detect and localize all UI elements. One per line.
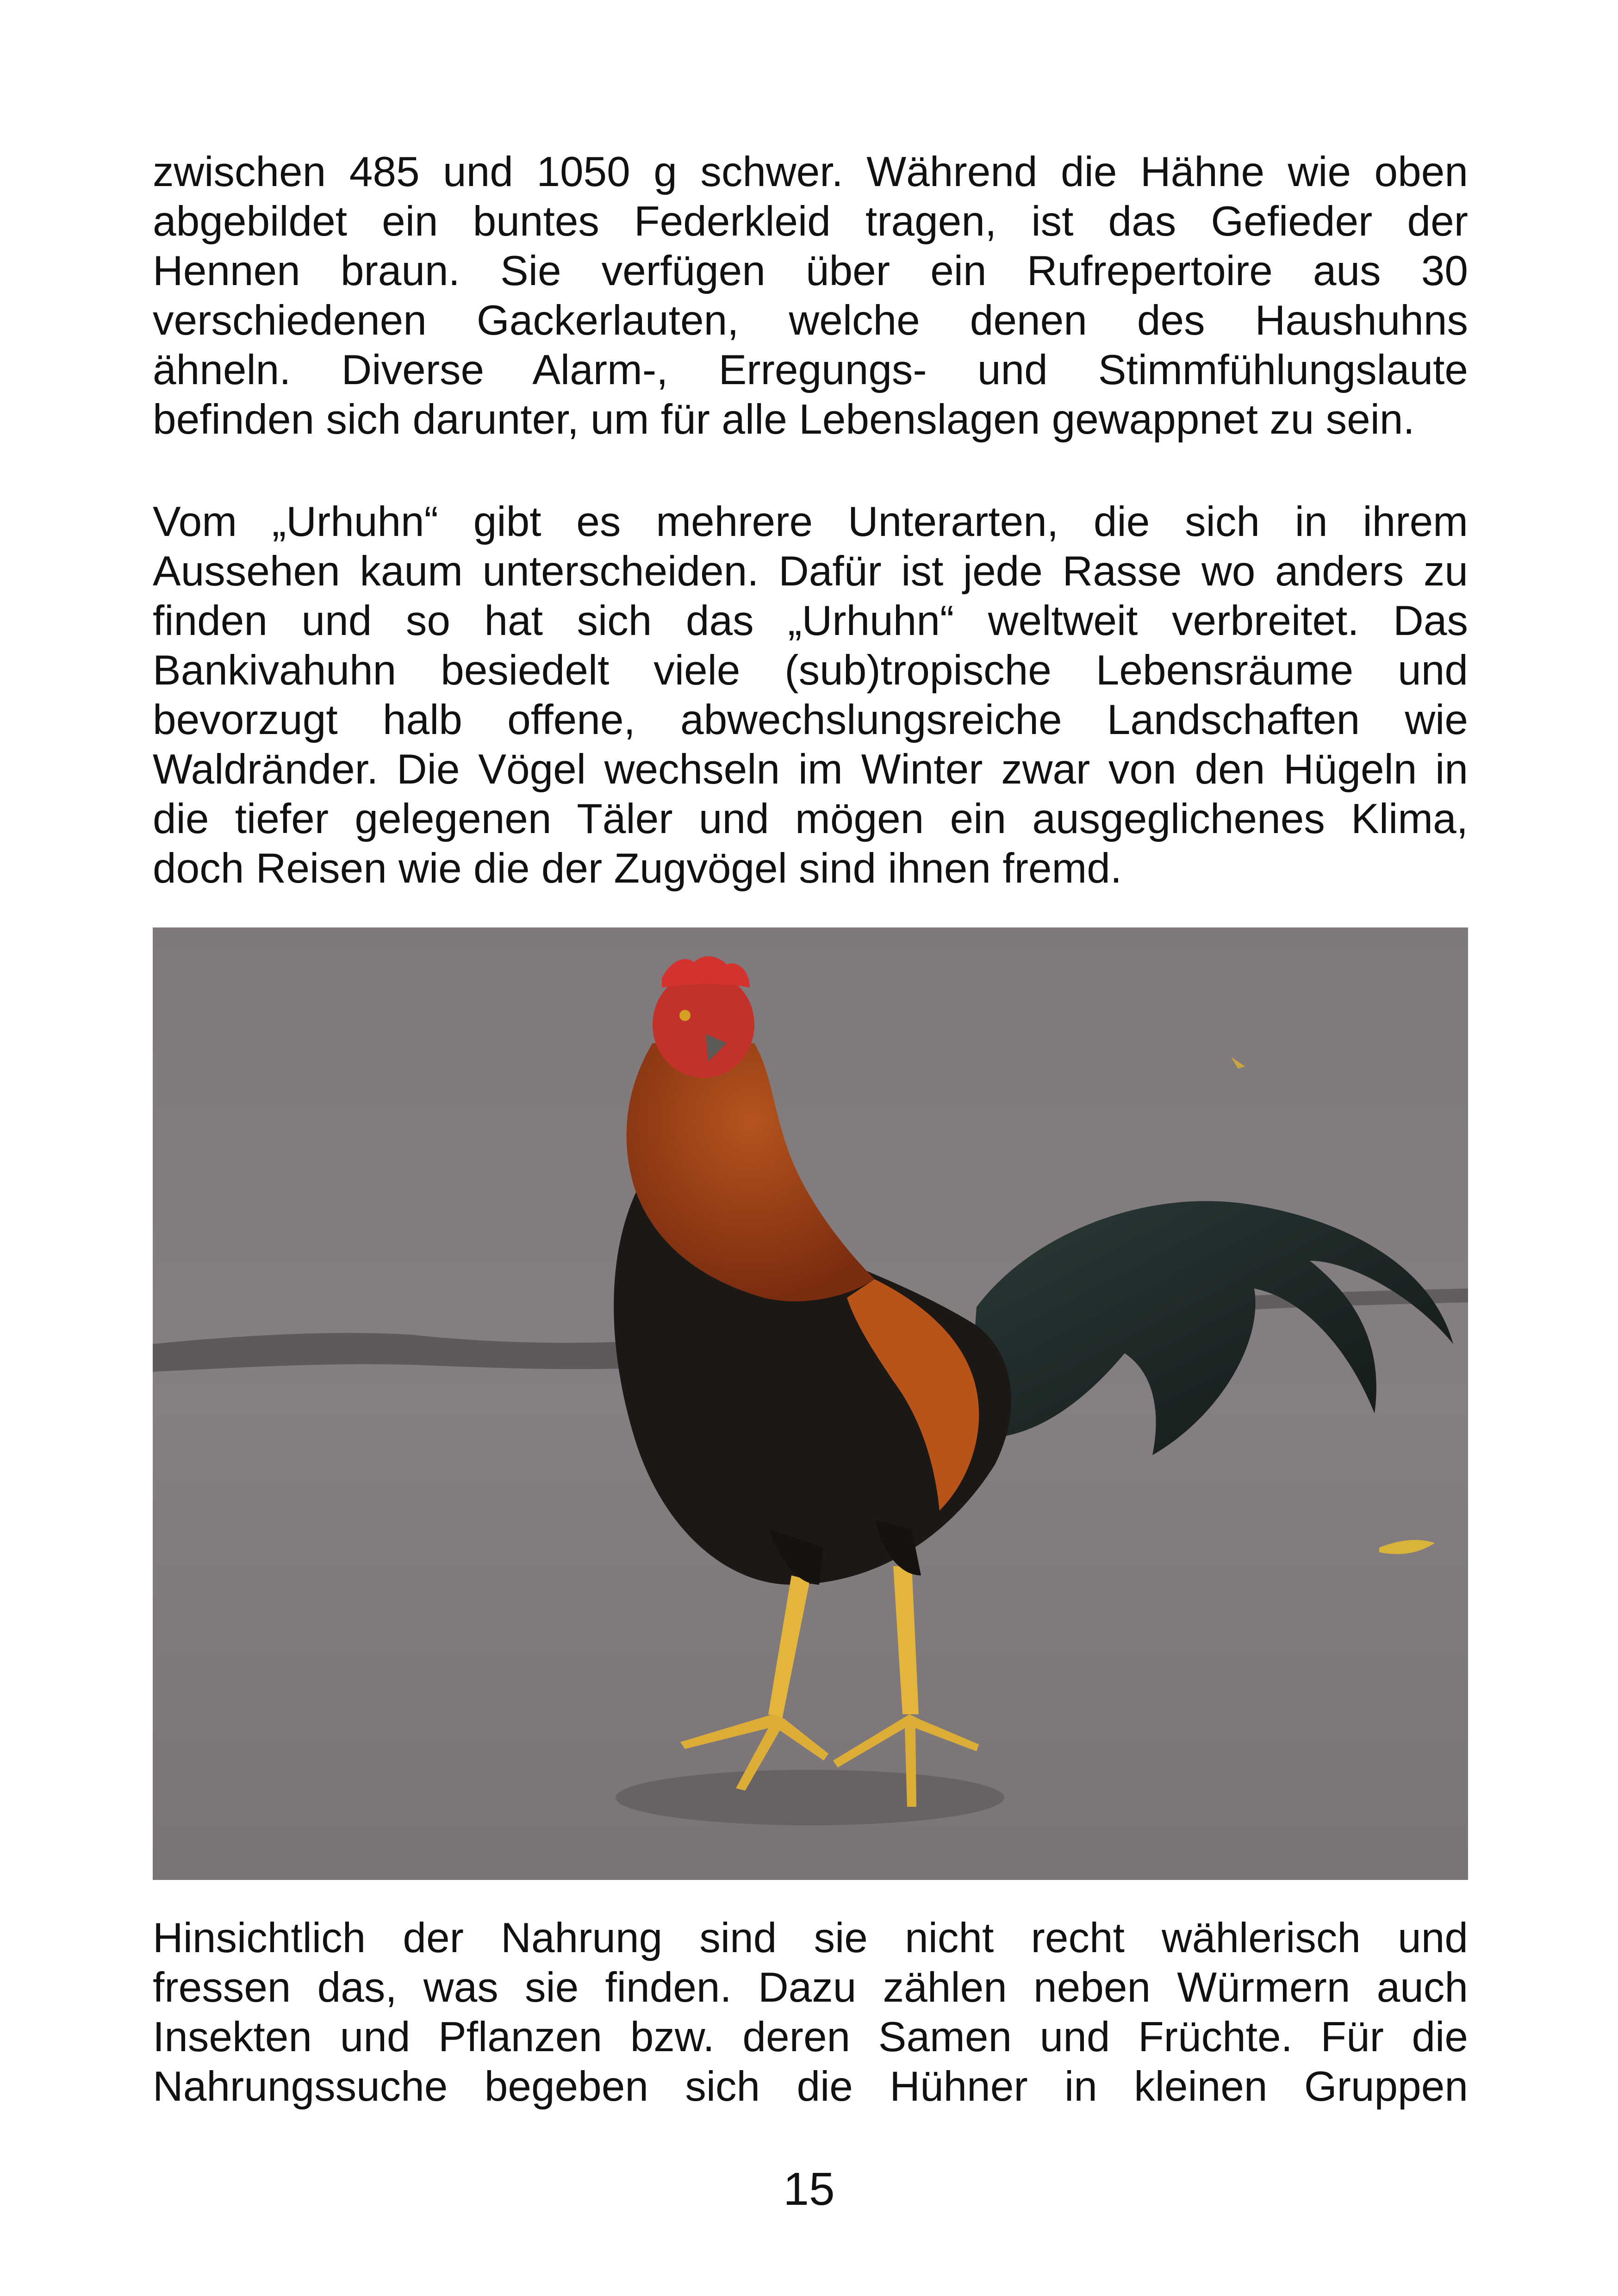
text-line: Hinsichtlich der Nahrung sind sie nicht recht wählerisch und (153, 1915, 1468, 1961)
text-line: fressen das, was sie finden. Dazu zählen neben Würmern auch (153, 1964, 1468, 2011)
text-line: Waldränder. Die Vögel wechseln im Winter zwar von den Hügeln in (153, 746, 1468, 793)
text-line: zwischen 485 und 1050 g schwer. Während die Hähne wie oben (153, 149, 1468, 195)
text-line: Hennen braun. Sie verfügen über ein Rufrepertoire aus 30 (153, 248, 1468, 294)
text-line: Aussehen kaum unterscheiden. Dafür ist jede Rasse wo anders zu (153, 548, 1468, 595)
page-number: 15 (783, 2163, 835, 2215)
text-line: abgebildet ein buntes Federkleid tragen, ist das Gefieder der (153, 198, 1468, 245)
head (653, 971, 754, 1078)
text-line: Vom „Urhuhn“ gibt es mehrere Unterarten, die sich in ihrem (153, 498, 1468, 545)
eye (679, 1010, 691, 1021)
paragraph-1 (153, 147, 1468, 444)
text-line: Bankivahuhn besiedelt viele (sub)tropische Lebensräume und (153, 647, 1468, 694)
shadow (616, 1770, 1004, 1825)
text-line: bevorzugt halb offene, abwechslungsreiche Landschaften wie (153, 697, 1468, 743)
paragraph-3 (153, 1913, 1468, 2111)
text-line: verschiedenen Gackerlauten, welche denen des Haushuhns (153, 297, 1468, 344)
text-line: Insekten und Pflanzen bzw. deren Samen und Früchte. Für die (153, 2014, 1468, 2060)
text-line: die tiefer gelegenen Täler und mögen ein ausgeglichenes Klima, (153, 796, 1468, 842)
text-line: befinden sich darunter, um für alle Lebenslagen gewappnet zu sein. (153, 396, 1415, 443)
text-line: Nahrungssuche begeben sich die Hühner in kleinen Gruppen (153, 2063, 1468, 2110)
text-line: finden und so hat sich das „Urhuhn“ weltweit verbreitet. Das (153, 597, 1468, 644)
text-line: ähneln. Diverse Alarm-, Erregungs- und Stimmfühlungslaute (153, 347, 1468, 393)
rooster-photo (153, 927, 1468, 1880)
text-line: doch Reisen wie die der Zugvögel sind ihnen fremd. (153, 845, 1122, 892)
paragraph-2 (153, 497, 1468, 893)
